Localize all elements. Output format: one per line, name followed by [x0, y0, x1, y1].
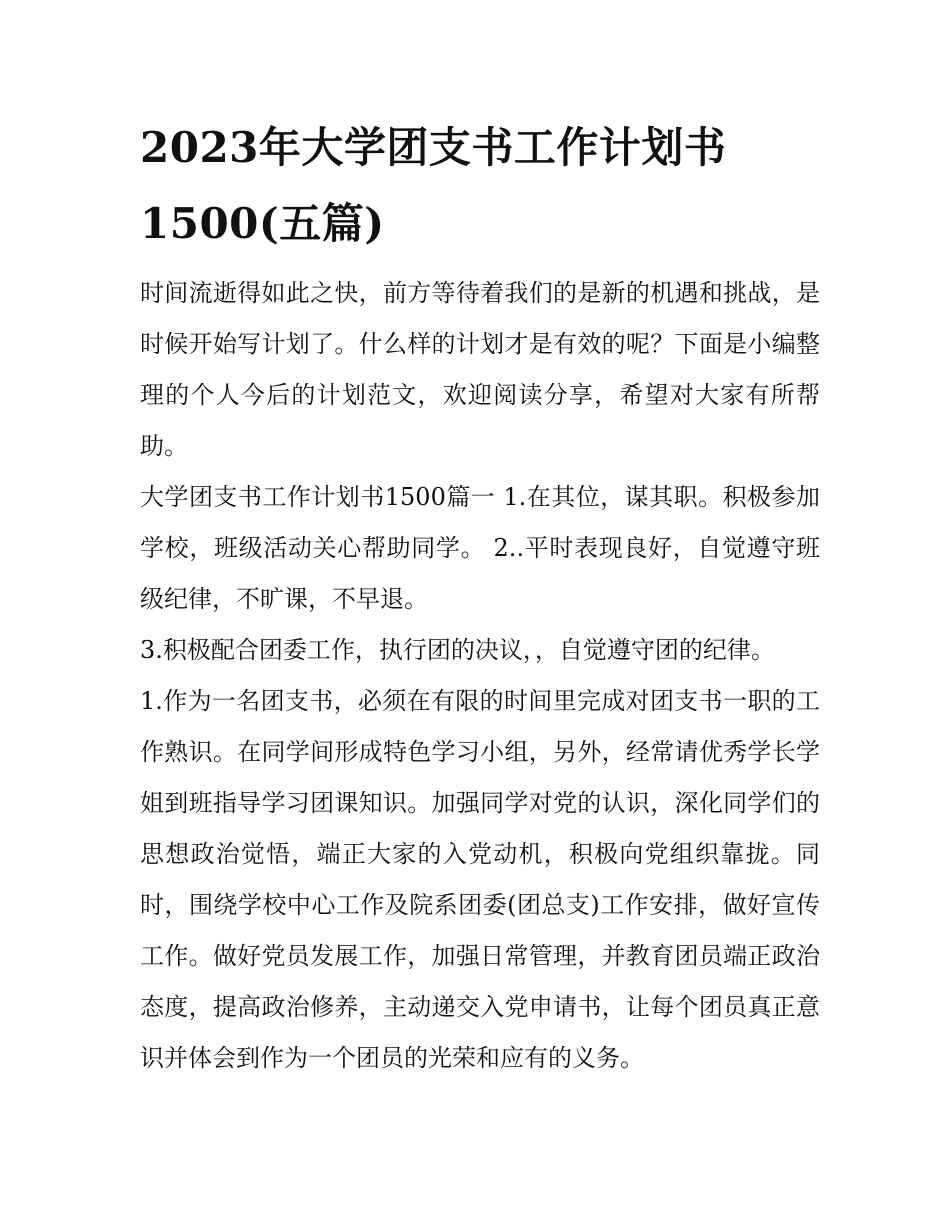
- item-three-paragraph: 3.积极配合团委工作，执行团的决议，，自觉遵守团的纪律。: [140, 636, 775, 664]
- intro-paragraph: 时间流逝得如此之快，前方等待着我们的是新的机遇和挑战，是时候开始写计划了。什么样的计划才是有效的呢？下面是小编整理的个人今后的计划范文，欢迎阅读分享，希望对大家有所帮助。: [140, 279, 820, 460]
- document-page: [140, 110, 820, 1084]
- section-one-paragraph: 大学团支书工作计划书1500篇一 1.在其位，谋其职。积极参加学校，班级活动关心帮助同学。 2..平时表现良好，自觉遵守班级纪律，不旷课，不早退。: [140, 483, 820, 613]
- document-title: 2023年大学团支书工作计划书1500(五篇): [140, 123, 727, 248]
- body-paragraph: 1.作为一名团支书，必须在有限的时间里完成对团支书一职的工作熟识。在同学间形成特色学习小组，另外，经常请优秀学长学姐到班指导学习团课知识。加强同学对党的认识，深化同学们的思想政治觉悟，端正大家的入党动机，积极向党组织靠拢。同时，围绕学校中心工作及院系团委(团总支)工作安排，做好宣传工作。做好党员发展工作，加强日常管理，并教育团员端正政治态度，提高政治修养，主动递交入党申请书，让每个团员真正意识并体会到作为一个团员的光荣和应有的义务。: [140, 687, 820, 1072]
